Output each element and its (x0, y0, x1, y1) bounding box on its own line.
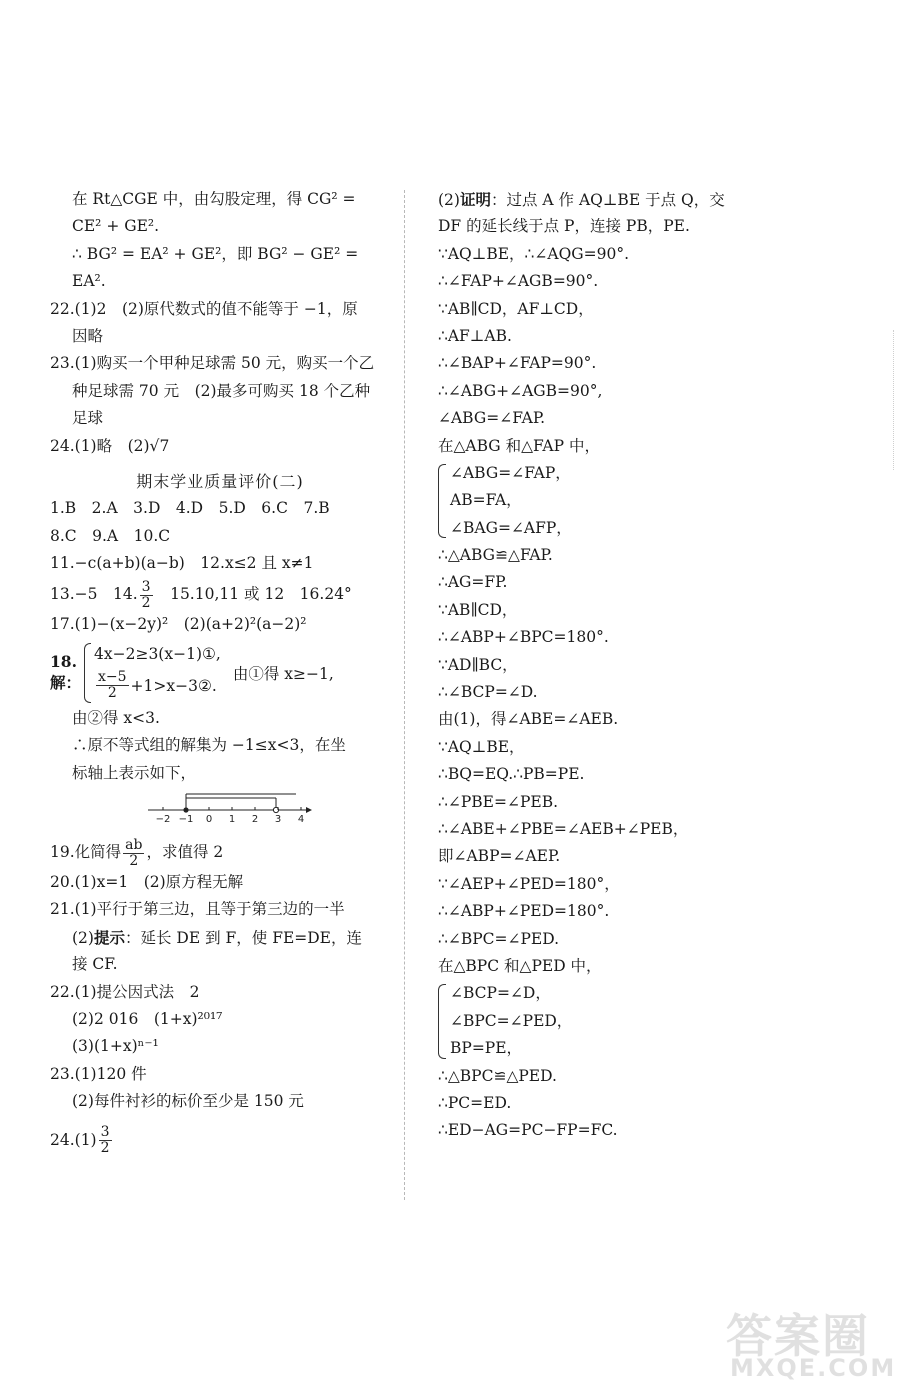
proof-line: ∴∠BCP=∠D. (438, 683, 538, 702)
proof-text: ：过点 A 作 AQ⊥BE 于点 Q，交 (490, 191, 725, 209)
fraction-numerator: ab (125, 836, 143, 853)
answer-17: 17.(1)−(x−2y)² (2)(a+2)²(a−2)² (50, 615, 307, 634)
proof-line (438, 186, 788, 213)
condition-line: ∠BCP=∠D， (450, 984, 551, 1003)
answer-23b: 23.(1)120 件 (50, 1064, 147, 1083)
tick-label: 3 (274, 814, 282, 826)
proof-line: 即∠ABP=∠AEP. (438, 847, 561, 866)
choice-answers-2: 8.C 9.A 10.C (50, 526, 171, 545)
inequality-system (84, 641, 221, 705)
fraction-numerator: 3 (100, 1124, 110, 1141)
answer-18-label: 18.解： (50, 652, 82, 693)
fraction-denominator: 2 (107, 685, 117, 702)
number-line (146, 789, 390, 829)
proof-line: 由(1)，得∠ABE=∠AEB. (438, 710, 619, 729)
answer-11-12: 11.−c(a+b)(a−b) 12.x≤2 且 x≠1 (50, 554, 314, 573)
fraction-14 (140, 580, 153, 611)
left-brace (438, 984, 446, 1058)
answer-22b: 22.(1)提公因式法 2 (50, 982, 200, 1001)
fraction-numerator: x−5 (98, 669, 127, 686)
proof-line: DF 的延长线于点 P，连接 PB，PE. (438, 217, 690, 236)
condition-line: ∠BAG=∠AFP， (450, 518, 572, 537)
hint-prefix: (2) (72, 928, 94, 947)
answer-21-hint (50, 924, 390, 951)
answer-18-system (50, 641, 390, 705)
tick-label: 0 (205, 814, 213, 826)
proof-line: ∵AB∥CD，AF⊥CD， (438, 299, 594, 318)
proof-line: 在△BPC 和△PED 中， (438, 956, 602, 975)
answer-21: 21.(1)平行于第三边，且等于第三边的一半 (50, 900, 345, 919)
answer-22b-2: (2)2 016 (1+x)²⁰¹⁷ (72, 1009, 223, 1028)
answer-23b-2: (2)每件衬衫的标价至少是 150 元 (72, 1092, 304, 1111)
fraction-denominator: 2 (129, 852, 139, 869)
answer-24: 24.(1)略 (2)√7 (50, 436, 170, 455)
condition-line: ∠ABG=∠FAP， (450, 463, 571, 482)
answer-18-step1: 由①得 x≥−1, (232, 664, 334, 683)
hint-text: ：延长 DE 到 F，使 FE=DE，连 (124, 928, 362, 947)
watermark-url: MXQE.COM (730, 1354, 897, 1382)
answer-23-cont: 种足球需 70 元 (2)最多可购买 18 个乙种 (72, 381, 371, 400)
proof-prefix: (2) (438, 191, 460, 209)
left-brace (438, 464, 446, 538)
tick-label: 2 (251, 814, 259, 826)
fraction-ab-over-2 (123, 838, 144, 869)
right-column (438, 186, 788, 1145)
proof-line: ∴PC=ED. (438, 1093, 512, 1112)
answer-24b-pre: 24.(1) (50, 1130, 97, 1149)
answer-15-16-text: 15.10,11 或 12 16.24° (154, 585, 352, 604)
left-brace (84, 643, 91, 703)
congruence-conditions-2 (438, 980, 788, 1062)
fraction-denominator: 2 (141, 594, 151, 611)
inequality-2 (94, 667, 221, 705)
proof-line: ∴AF⊥AB. (438, 326, 512, 345)
inequality-1: 4x−2≥3(x−1)①, (94, 644, 221, 663)
condition-line: AB=FA， (450, 491, 522, 510)
tick-label: −1 (178, 814, 194, 826)
proof-line: ∴∠ABG+∠AGB=90°, (438, 381, 603, 400)
proof-line: ∴ED−AG=PC−FP=FC. (438, 1121, 618, 1140)
text-line: ∴ BG² = EA² + GE²，即 BG² − GE² = (72, 244, 359, 263)
page-edge-marks (893, 330, 897, 470)
proof-line: ∴∠ABP+∠PED=180°. (438, 902, 610, 921)
condition-line: ∠BPC=∠PED， (450, 1011, 573, 1030)
proof-label: 证明 (459, 190, 491, 209)
tick-label: 1 (228, 814, 236, 826)
answer-20: 20.(1)x=1 (2)原方程无解 (50, 873, 244, 892)
proof-line: ∵AB∥CD， (438, 600, 518, 619)
watermark-logo (720, 1300, 895, 1386)
answer-23-cont: 足球 (72, 409, 104, 428)
tick-label: −2 (155, 814, 171, 826)
column-divider (404, 190, 405, 1200)
answer-19 (50, 835, 390, 869)
proof-line: ∴∠BPC=∠PED. (438, 929, 560, 948)
text-line: CE² + GE². (72, 217, 160, 236)
geometry-continuation (50, 186, 390, 296)
proof-line: ∴△BPC≌△PED. (438, 1066, 557, 1085)
answer-23: 23.(1)购买一个甲种足球需 50 元，购买一个乙 (50, 354, 375, 373)
hint-label: 提示 (93, 927, 125, 947)
proof-line: ∴AG=FP. (438, 573, 508, 592)
left-column (50, 186, 390, 1160)
proof-line: ∴∠ABP+∠BPC=180°. (438, 628, 609, 647)
proof-line: ∴∠ABE+∠PBE=∠AEB+∠PEB， (438, 819, 689, 838)
fraction-numerator: 3 (141, 578, 151, 595)
answer-22-cont: 因略 (72, 326, 104, 345)
answer-18-step2: 由②得 x<3. (72, 708, 160, 727)
answer-13-16 (50, 577, 390, 611)
number-line-graphic (146, 789, 316, 825)
proof-line: ∵AQ⊥BE，∴∠AQG=90°. (438, 244, 630, 263)
proof-line: 在△ABG 和△FAP 中， (438, 436, 600, 455)
answer-22b-3: (3)(1+x)ⁿ⁻¹ (72, 1037, 159, 1056)
section-title: 期末学业质量评价(二) (136, 471, 304, 491)
text-line: EA². (72, 272, 106, 291)
proof-line: ∴△ABG≌△FAP. (438, 546, 553, 565)
congruence-conditions-1 (438, 460, 788, 542)
watermark-text: 答案圈 (726, 1309, 870, 1363)
proof-line: ∠ABG=∠FAP. (438, 409, 546, 428)
proof-line: ∴∠BAP+∠FAP=90°. (438, 354, 597, 373)
fraction-denominator: 2 (100, 1140, 110, 1157)
answer-19-pre: 19.化简得 (50, 843, 122, 862)
axis-arrow (306, 807, 312, 813)
answer-13-text: 13.−5 14. (50, 585, 138, 604)
choice-answers-1: 1.B 2.A 3.D 4.D 5.D 6.C 7.B (50, 499, 330, 518)
fraction-x-minus-5-over-2 (96, 670, 129, 701)
proof-line: ∵AQ⊥BE， (438, 737, 525, 756)
answer-18-conclusion-cont: 标轴上表示如下， (72, 763, 197, 782)
answer-19-post: ，求值得 2 (146, 843, 224, 862)
proof-line: ∴∠PBE=∠PEB. (438, 792, 559, 811)
proof-line: ∴∠FAP+∠AGB=90°. (438, 272, 599, 291)
answer-22: 22.(1)2 (2)原代数式的值不能等于 −1，原 (50, 299, 358, 318)
answer-21-hint-cont: 接 CF. (72, 955, 118, 974)
inequality-2-rest: +1>x−3②. (130, 676, 217, 695)
condition-line: BP=PE， (450, 1039, 523, 1058)
proof-line: ∵AD∥BC， (438, 655, 518, 674)
fraction-3-over-2 (99, 1125, 112, 1156)
proof-line: ∵∠AEP+∠PED=180°， (438, 874, 620, 893)
proof-line: ∴BQ=EQ.∴PB=PE. (438, 765, 585, 784)
text-line: 在 Rt△CGE 中，由勾股定理，得 CG² = (72, 190, 356, 208)
answer-18-conclusion: ∴原不等式组的解集为 −1≤x<3，在坐 (72, 736, 346, 755)
tick-label: 4 (297, 814, 305, 826)
answer-24b (50, 1120, 390, 1160)
